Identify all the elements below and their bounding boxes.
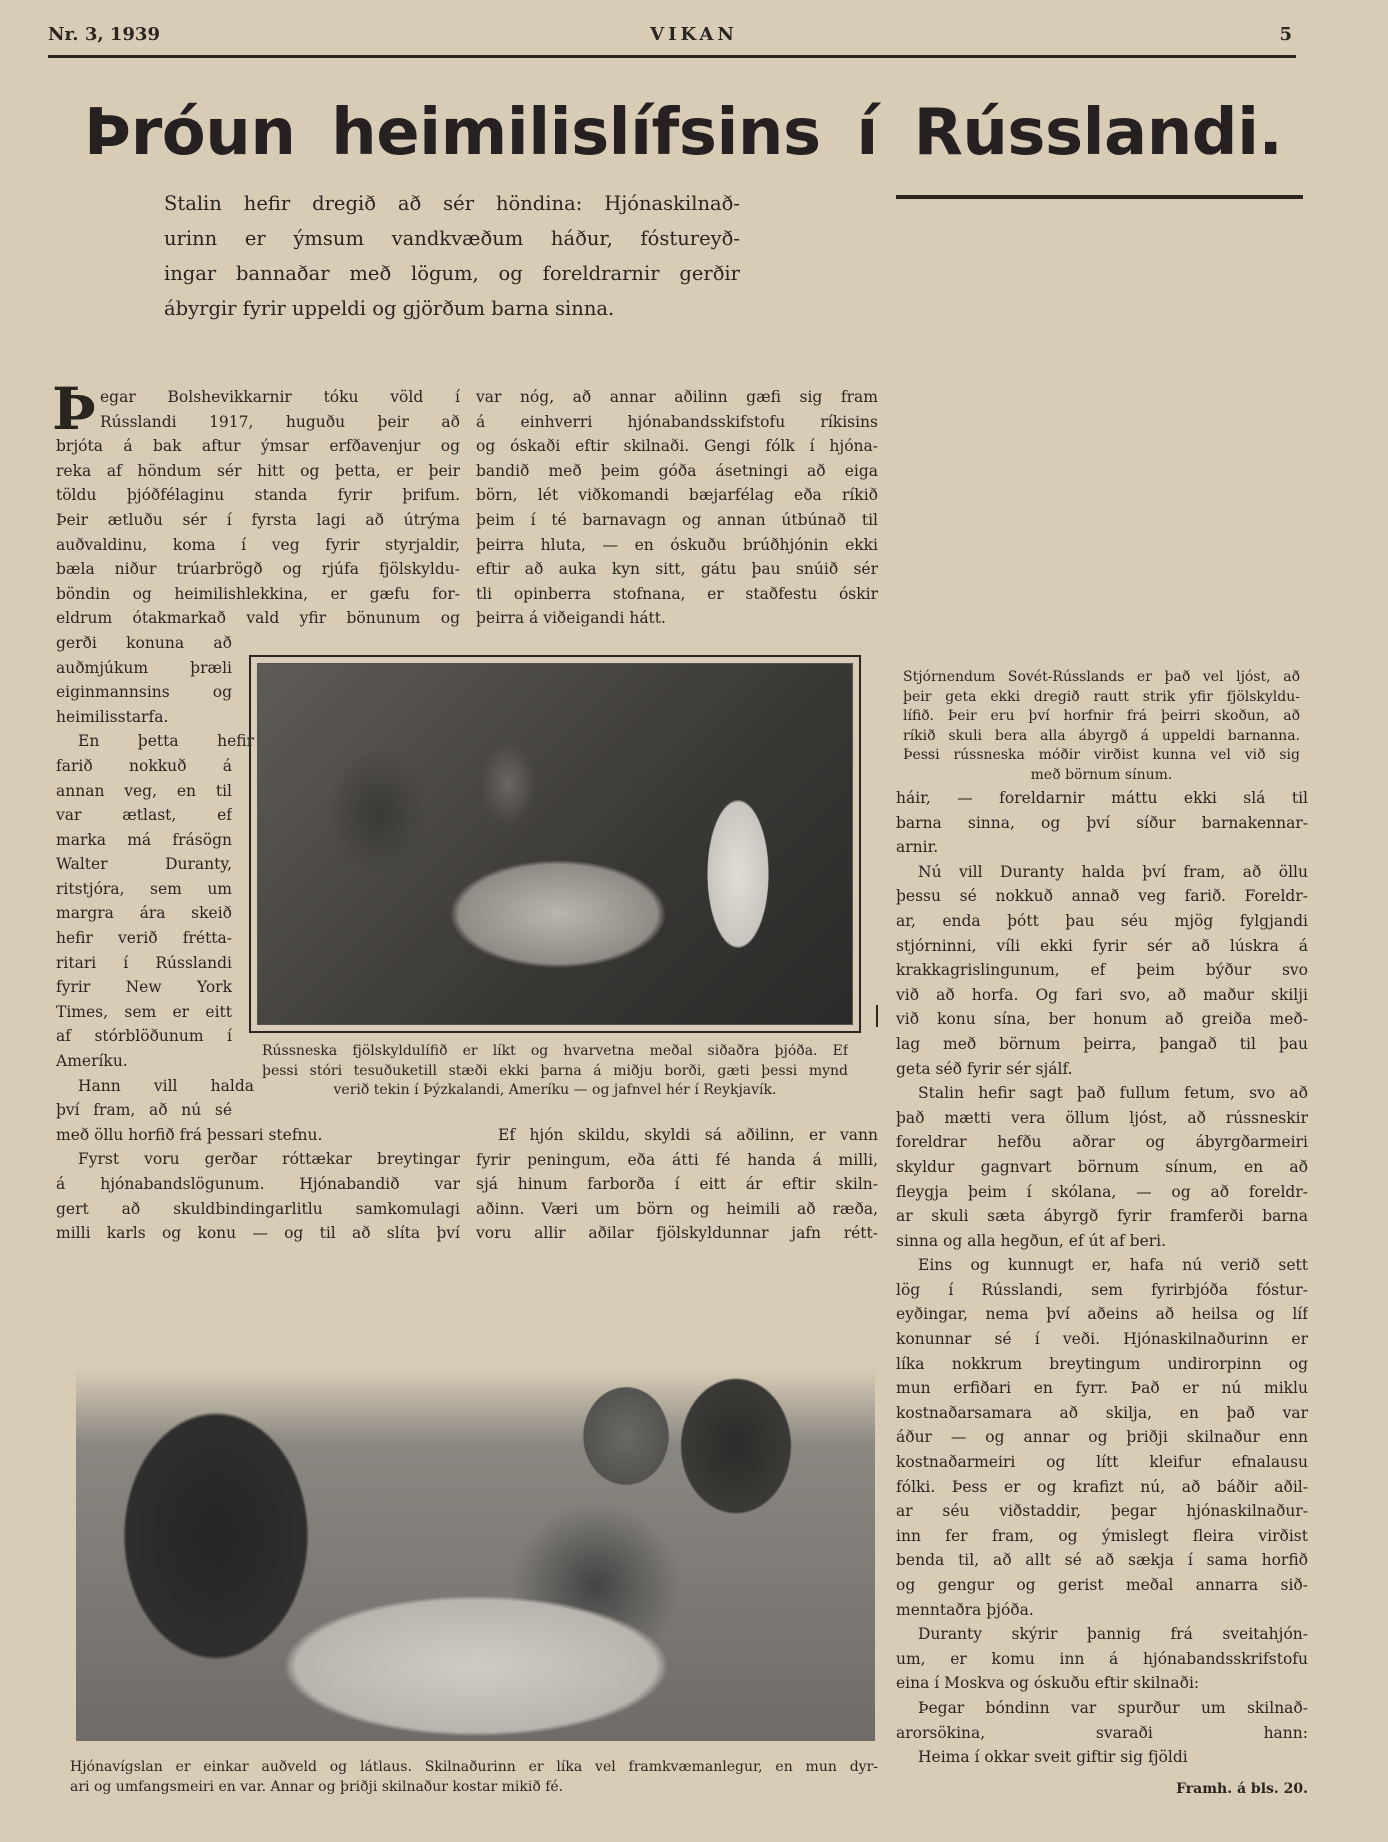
article-column-2-bottom bbox=[476, 1123, 878, 1246]
photo-family-at-table bbox=[249, 655, 861, 1033]
text-line: annan veg, en til bbox=[56, 781, 232, 800]
text-line: auðvaldinu, koma í veg fyrir styrjaldir, bbox=[56, 535, 460, 554]
text-line: foreldrar hefðu aðrar og ábyrgðarmeiri bbox=[896, 1133, 1308, 1152]
text-line: var nóg, að annar aðilinn gæfi sig fram bbox=[476, 388, 878, 406]
text-line: fyrir New York bbox=[56, 978, 232, 997]
text-line: háir, — foreldarnir máttu ekki slá til bbox=[896, 789, 1308, 807]
text-line: ábyrgir fyrir uppeldi og gjörðum barna sinna. bbox=[164, 297, 615, 320]
page-number: 5 bbox=[1279, 24, 1292, 45]
text-line: brjóta á bak aftur ýmsar erfðavenjur og bbox=[56, 437, 460, 456]
text-line: kostnaðarmeiri og lítt kleifur efnalausu bbox=[896, 1453, 1308, 1472]
text-line: geta séð fyrir sér sjálf. bbox=[896, 1059, 1073, 1078]
text-line: eftir að auka kyn sitt, gátu þau snúið sér bbox=[476, 560, 878, 579]
text-line: milli karls og konu — og til að slíta því bbox=[56, 1224, 460, 1243]
text-line: Stalin hefir sagt það fullum fetum, svo að bbox=[918, 1084, 1308, 1103]
text-line: því fram, að nú sé bbox=[56, 1101, 232, 1120]
text-line: Walter Duranty, bbox=[56, 855, 232, 874]
text-line: þeim í té barnavagn og annan útbúnað til bbox=[476, 510, 878, 529]
text-line: fólki. Þess er og krafizt nú, að báðir aðil- bbox=[896, 1477, 1308, 1496]
continued-note: Framh. á bls. 20. bbox=[1176, 1781, 1308, 1797]
text-line: barna sinna, og því síður barnakennar- bbox=[896, 813, 1308, 832]
text-line: töldu þjóðfélaginu standa fyrir þrifum. bbox=[56, 486, 460, 505]
text-line: ar, enda þótt þau séu mjög fylgjandi bbox=[896, 911, 1308, 930]
text-line: þessu sé nokkuð annað veg farið. Foreldr- bbox=[896, 887, 1308, 906]
text-line: Times, sem er eitt bbox=[56, 1002, 232, 1021]
photo-couple-at-registry-office bbox=[70, 1280, 881, 1747]
text-line: urinn er ýmsum vandkvæðum háður, fóstureyð- bbox=[164, 227, 740, 250]
text-line: Rússlandi 1917, huguðu þeir að bbox=[100, 412, 460, 431]
text-line: eldrum ótakmarkað vald yfir bönunum og bbox=[56, 609, 460, 628]
text-line: egar Bolshevikkarnir tóku völd í bbox=[100, 388, 460, 406]
text-line: við konu sína, ber honum að greiða með- bbox=[896, 1010, 1308, 1029]
photo3-caption bbox=[70, 1758, 878, 1797]
text-line: Stalin hefir dregið að sér höndina: Hjónaskilnað- bbox=[164, 192, 740, 215]
text-line: verið tekin í Þýzkalandi, Ameríku — og jafnvel hér í Reykjavík. bbox=[333, 1082, 777, 1098]
text-line: börn, lét viðkomandi bæjarfélag eða ríkið bbox=[476, 486, 878, 505]
text-line: ingar bannaðar með lögum, og foreldrarnir gerðir bbox=[164, 262, 740, 285]
text-line: Ef hjón skildu, skyldi sá aðilinn, er vann bbox=[498, 1126, 878, 1144]
text-line: ar séu viðstaddir, þegar hjónaskilnaður- bbox=[896, 1502, 1308, 1521]
text-line: arnir. bbox=[896, 838, 939, 857]
text-line: aðinn. Væri um börn og heimili að ræða, bbox=[476, 1199, 878, 1218]
drop-cap: Þ bbox=[52, 375, 96, 443]
text-line: þeirra á viðeigandi hátt. bbox=[476, 609, 666, 628]
text-line: og óskaði eftir skilnaði. Gengi fólk í hjóna- bbox=[476, 437, 878, 456]
text-line: líka nokkrum breytingum undirorpinn og bbox=[896, 1354, 1308, 1373]
text-line: krakkagrislingunum, ef þeim býður svo bbox=[896, 961, 1308, 980]
photo-image bbox=[257, 663, 853, 1025]
text-line: með börnum sínum. bbox=[1030, 766, 1173, 783]
header-rule bbox=[48, 55, 1296, 58]
text-line: hefir verið frétta- bbox=[56, 929, 232, 948]
text-line: bæla niður trúarbrögð og rjúfa fjölskyldu- bbox=[56, 560, 460, 579]
text-line: var ætlast, ef bbox=[56, 806, 232, 825]
text-line: um, er komu inn á hjónabandsskrifstofu bbox=[896, 1649, 1308, 1668]
article-column-2-top bbox=[476, 385, 878, 631]
text-line: og gengur og gerist meðal annarra sið- bbox=[896, 1576, 1308, 1594]
text-line: gerði konuna að bbox=[56, 633, 232, 652]
text-line: menntaðra þjóða. bbox=[896, 1600, 1034, 1619]
magazine-name: VIKAN bbox=[650, 24, 738, 45]
text-line: benda til, að allt sé að sækja í sama horfið bbox=[896, 1551, 1308, 1570]
text-line: Fyrst voru gerðar róttækar breytingar bbox=[78, 1150, 460, 1169]
text-line: áður — og annar og þriðji skilnaður enn bbox=[896, 1428, 1308, 1447]
text-line: Eins og kunnugt er, hafa nú verið sett bbox=[918, 1256, 1308, 1275]
photo-image bbox=[76, 1286, 875, 1741]
text-line: það mætti vera öllum ljóst, að rússneskir bbox=[896, 1108, 1308, 1127]
text-line: mun erfiðari en fyrr. Það er nú miklu bbox=[896, 1379, 1308, 1398]
text-line: lag með börnum þeirra, þangað til þau bbox=[896, 1034, 1308, 1053]
text-line: við að horfa. Og fari svo, að maður skilji bbox=[896, 985, 1308, 1004]
text-line: Þeir ætluðu sér í fyrsta lagi að útrýma bbox=[56, 510, 460, 529]
text-line: kostnaðarsamara að skilja, en það var bbox=[896, 1403, 1308, 1422]
text-line: með öllu horfið frá þessari stefnu. bbox=[56, 1125, 323, 1144]
text-line: af stórblöðunum í bbox=[56, 1027, 232, 1046]
text-line: heimilisstarfa. bbox=[56, 707, 169, 726]
text-line: ritstjóra, sem um bbox=[56, 879, 232, 898]
text-line: Stjórnendum Sovét-Rússlands er það vel ljóst, að bbox=[903, 669, 1300, 685]
text-line: auðmjúkum þræli bbox=[56, 658, 232, 677]
text-line: Duranty skýrir þannig frá sveitahjón- bbox=[918, 1625, 1308, 1644]
text-line: Ameríku. bbox=[56, 1052, 128, 1071]
text-line: bandið með þeim góða ásetningi að eiga bbox=[476, 461, 878, 480]
text-line: eyðingar, nema því aðeins að heilsa og líf bbox=[896, 1305, 1308, 1324]
text-line: voru allir aðilar fjölskyldunnar jafn rétt- bbox=[476, 1224, 878, 1243]
text-line: lífið. Þeir eru því horfnir frá þeirri skoðun, að bbox=[903, 708, 1300, 724]
text-line: gert að skuldbindingarlitlu samkomulagi bbox=[56, 1199, 460, 1218]
text-line: ari og umfangsmeiri en var. Annar og þriðji skilnaður kostar mikið fé. bbox=[70, 1778, 564, 1795]
text-line: fyrir peningum, eða átti fé handa á milli, bbox=[476, 1150, 878, 1169]
text-line: þeir geta ekki dregið rautt strik yfir fjölskyldu- bbox=[903, 688, 1300, 705]
text-line: fleygja þeim í skólana, — og að foreldr- bbox=[896, 1182, 1308, 1201]
text-line: Þegar bóndinn var spurður um skilnað- bbox=[918, 1698, 1308, 1717]
text-line: böndin og heimilishlekkina, er gæfu for- bbox=[56, 584, 460, 603]
text-line: konunnar sé í veði. Hjónaskilnaðurinn er bbox=[896, 1330, 1308, 1349]
text-line: stjórninni, víli ekki fyrir sér að lúskra á bbox=[896, 936, 1308, 955]
text-line: eiginmannsins og bbox=[56, 683, 232, 702]
text-line: á hjónabandslögunum. Hjónabandið var bbox=[56, 1175, 460, 1193]
text-line: farið nokkuð á bbox=[56, 756, 232, 775]
text-line: marka má frásögn bbox=[56, 830, 232, 849]
text-line: lög í Rússlandi, sem fyrirbjóða fóstur- bbox=[896, 1280, 1308, 1299]
article-column-3 bbox=[896, 786, 1308, 1770]
text-line: arorsökina, svaraði hann: bbox=[896, 1723, 1308, 1742]
text-line: ritari í Rússlandi bbox=[56, 953, 232, 972]
text-line: Rússneska fjölskyldulífið er líkt og hvarvetna meðal siðaðra þjóða. Ef bbox=[262, 1043, 848, 1059]
text-line: ar skuli sæta ábyrgð fyrir framferði barna bbox=[896, 1207, 1308, 1226]
photo2-caption bbox=[262, 1042, 848, 1101]
text-line: Nú vill Duranty halda því fram, að öllu bbox=[918, 862, 1308, 881]
text-line: sinna og alla hegðun, ef út af beri. bbox=[896, 1231, 1167, 1250]
article-title: Þróun heimilislífsins í Rússlandi. bbox=[84, 96, 1283, 170]
issue-number: Nr. 3, 1939 bbox=[48, 24, 160, 45]
text-line: tli opinberra stofnana, er staðfestu óskir bbox=[476, 584, 878, 603]
photo-image bbox=[896, 195, 1303, 199]
text-line: Þessi rússneska móðir virðist kunna vel við sig bbox=[903, 747, 1300, 763]
text-line: þessi stóri tesuðuketill stæði ekki þarna á miðju borði, gæti þessi mynd bbox=[262, 1062, 848, 1079]
text-line: eina í Moskva og óskuðu eftir skilnaði: bbox=[896, 1674, 1200, 1693]
text-line: ríkið skuli bera alla ábyrgð á uppeldi barnanna. bbox=[903, 727, 1300, 744]
text-line: sjá hinum farborða í eitt ár eftir skiln- bbox=[476, 1175, 878, 1194]
text-line: reka af höndum sér hitt og þetta, er þeir bbox=[56, 461, 460, 480]
text-line: á einhverri hjónabandsskifstofu ríkisins bbox=[476, 412, 878, 431]
text-line: Hann vill halda bbox=[78, 1076, 254, 1095]
print-mark bbox=[876, 1005, 878, 1027]
photo1-caption bbox=[903, 668, 1300, 785]
article-subheading bbox=[164, 186, 740, 326]
photo-mother-with-children bbox=[896, 195, 1303, 655]
text-line: þeirra hluta, — en óskuðu brúðhjónin ekki bbox=[476, 535, 878, 554]
text-line: Heima í okkar sveit giftir sig fjöldi bbox=[918, 1748, 1188, 1767]
text-line: En þetta hefir bbox=[78, 732, 254, 751]
text-line: Hjónavígslan er einkar auðveld og látlaus. Skilnaðurinn er líka vel framkvæmanlegur, en mun dyr- bbox=[70, 1759, 878, 1775]
text-line: skyldur gagnvart börnum sínum, en að bbox=[896, 1157, 1308, 1176]
text-line: margra ára skeið bbox=[56, 904, 232, 923]
text-line: inn fer fram, og ýmislegt fleira virðist bbox=[896, 1526, 1308, 1545]
